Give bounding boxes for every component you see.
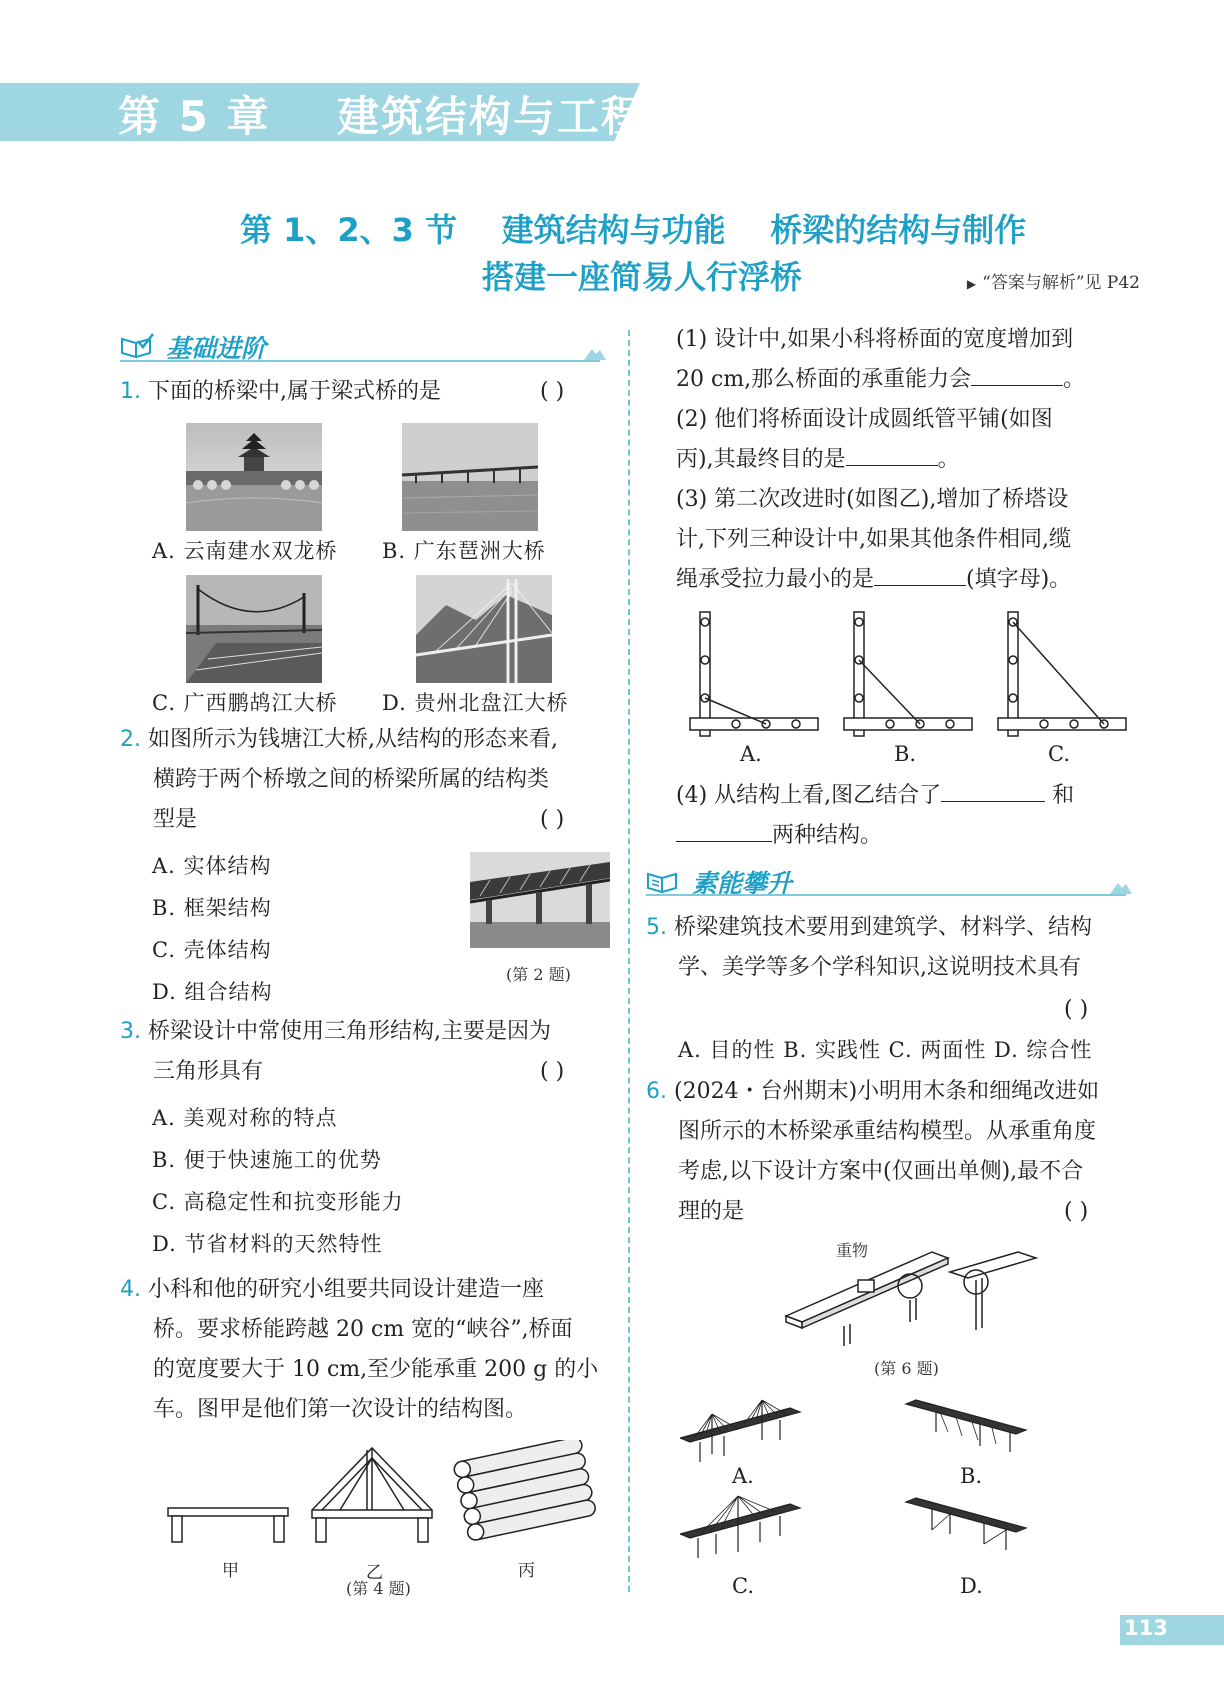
q6-stem: 6. (2024・台州期末)小明用木条和细绳改进如 图所示的木桥梁承重结构模型。从承重角度 考虑,以下设计方案中(仅画出单侧),最不合 理的是 [646,1079,1100,1224]
blank-field[interactable] [971,365,1063,386]
photo-guangxi-bridge [186,575,322,683]
q1-option-b: B. 广东琶洲大桥 [382,539,546,563]
figure-jia [168,1508,288,1542]
q1-stem: 1. 下面的桥梁中,属于梁式桥的是 [120,379,441,404]
blank-field[interactable] [676,821,772,842]
photo-yunnan-shuanglong-bridge [186,423,322,531]
q3-option-c: C. 高稳定性和抗变形能力 [152,1190,404,1214]
q2-caption: (第 2 题) [506,965,571,984]
q6-model-figure [782,1250,1042,1354]
heading-underline [646,894,1126,896]
q4-label-jia: 甲 [222,1561,239,1581]
q4-sub1: (1) 设计中,如果小科将桥面的宽度增加到 20 cm,那么桥面的承重能力会 。 [676,327,1086,392]
section-title-line2: 搭建一座简易人行浮桥 [482,258,803,296]
q6-option-a: A. [732,1464,754,1488]
q6-answer-paren: ( ) [1064,1199,1089,1224]
q2-option-b: B. 框架结构 [152,896,272,920]
q1-option-d: D. 贵州北盘江大桥 [382,691,569,715]
tower-label-c: C. [1048,742,1070,766]
q4-caption: (第 4 题) [346,1579,411,1598]
q3-answer-paren: ( ) [540,1059,565,1084]
q4-sub3: (3) 第二次改进时(如图乙),增加了桥塔设 计,下列三种设计中,如果其他条件相同,缆 绳承受拉力最小的是 (填字母)。 [676,487,1072,592]
answer-reference: ▶ “答案与解析”见 P42 [966,273,1140,293]
photo-guizhou-beipanjiang-bridge [416,575,552,683]
figure-bing [453,1440,597,1541]
triangle-icon: ▶ [966,277,977,291]
q5-answer-paren: ( ) [1064,997,1089,1022]
figure-yi [312,1448,432,1542]
q6-option-c: C. [732,1574,754,1598]
tower-label-a: A. [740,742,762,766]
page-number: 113 [1124,1616,1168,1640]
q1-option-a: A. 云南建水双龙桥 [152,539,338,563]
q4-figures [160,1440,600,1550]
q6-option-d: D. [960,1574,983,1598]
q3-option-d: D. 节省材料的天然特性 [152,1232,383,1256]
blank-field[interactable] [874,565,966,586]
blank-field[interactable] [941,781,1045,802]
q5-options: A. 目的性 B. 实践性 C. 两面性 D. 综合性 [678,1038,1093,1062]
book-check-icon [120,333,154,359]
heading-basic: 基础进阶 [166,334,267,363]
q6-caption: (第 6 题) [874,1359,939,1378]
q2-answer-paren: ( ) [540,807,565,832]
q4-sub4: (4) 从结构上看,图乙结合了 和 两种结构。 [676,783,1075,848]
q2-option-d: D. 组合结构 [152,980,273,1004]
q1-answer-paren: ( ) [540,379,565,404]
q4-label-bing: 丙 [518,1561,535,1581]
q5-stem: 5. 桥梁建筑技术要用到建筑学、材料学、结构 学、美学等多个学科知识,这说明技术具有 [646,915,1093,980]
q3-option-b: B. 便于快速施工的优势 [152,1148,382,1172]
q3-option-a: A. 美观对称的特点 [152,1106,338,1130]
book-icon [646,868,680,894]
q2-stem: 2. 如图所示为钱塘江大桥,从结构的形态来看, 横跨于两个桥墩之间的桥梁所属的结构类 型是 [120,727,558,832]
heading-underline [120,360,600,362]
q6-option-b: B. [960,1464,983,1488]
heading-advanced: 素能攀升 [692,869,793,898]
tower-label-b: B. [894,742,917,766]
chapter-title: 第 5 章 建筑结构与工程 [118,92,645,141]
column-divider [628,330,630,1592]
q4-label-yi: 乙 [366,1563,383,1583]
blank-field[interactable] [846,445,938,466]
q4-sub2: (2) 他们将桥面设计成圆纸管平铺(如图 丙),其最终目的是 。 [676,407,1053,472]
section-title-line1: 第 1、2、3 节 建筑结构与功能 桥梁的结构与制作 [240,211,1027,249]
q4-tower-designs [686,608,1136,738]
q6-weight-label: 重物 [836,1241,869,1260]
photo-guangdong-pazhou-bridge [402,423,538,531]
mountain-icon [1110,880,1132,894]
q4-stem: 4. 小科和他的研究小组要共同设计建造一座 桥。要求桥能跨越 20 cm 宽的“峡谷”,桥面 的宽度要大于 10 cm,至少能承重 200 g 的小 车。图甲是他们第一次设计的结构图。 [120,1277,599,1422]
q2-option-c: C. 壳体结构 [152,938,272,962]
q1-option-c: C. 广西鹏鸪江大桥 [152,691,338,715]
mountain-icon [584,346,606,360]
photo-qiantang-bridge [470,852,610,948]
q2-option-a: A. 实体结构 [152,854,272,878]
q3-stem: 3. 桥梁设计中常使用三角形结构,主要是因为 三角形具有 [120,1019,551,1084]
